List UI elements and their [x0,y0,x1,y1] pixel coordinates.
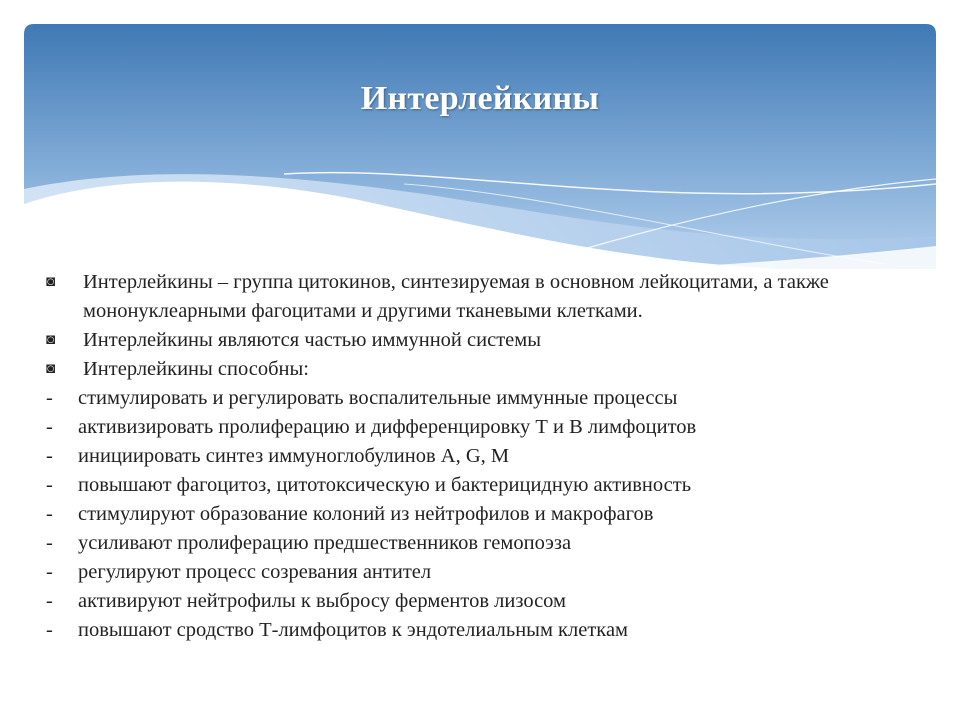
bullet-list [44,268,914,645]
item-text: повышают сродство Т-лимфоцитов к эндотелиальным клеткам [78,619,629,641]
item-text: стимулируют образование колоний из нейтрофилов и макрофагов [78,503,654,525]
item-text: Интерлейкины являются частью иммунной системы [83,329,541,351]
dash-marker: - [46,445,53,467]
header-banner [24,24,936,269]
dash-marker: - [46,416,53,438]
bullet-marker: ◙ [46,274,56,290]
bullet-marker: ◙ [46,361,56,377]
dash-marker: - [46,532,53,554]
item-text: повышают фагоцитоз, цитотоксическую и бактерицидную активность [78,474,692,496]
dash-marker: - [46,590,53,612]
bullet-item [44,268,914,326]
dash-marker: - [46,474,53,496]
item-text: регулируют процесс созревания антител [78,561,432,583]
dash-item [44,558,914,587]
item-text: активизировать пролиферацию и дифференцировку Т и В лимфоцитов [78,416,697,438]
dash-marker: - [46,619,53,641]
dash-item [44,616,914,645]
bullet-item [44,355,914,384]
dash-marker: - [46,561,53,583]
dash-marker: - [46,503,53,525]
item-text: активируют нейтрофилы к выбросу ферментов лизосом [78,590,567,612]
item-text: Интерлейкины способны: [83,358,309,380]
item-text: стимулировать и регулировать воспалительные иммунные процессы [78,387,678,409]
dash-item [44,442,914,471]
dash-item [44,529,914,558]
bullet-marker: ◙ [46,332,56,348]
dash-marker: - [46,387,53,409]
wave-background [24,24,936,269]
item-text: усиливают пролиферацию предшественников гемопоэза [78,532,572,554]
item-text: инициировать синтез иммуноглобулинов А, G, М [78,445,510,467]
dash-item [44,413,914,442]
dash-item [44,384,914,413]
dash-item [44,587,914,616]
dash-item [44,500,914,529]
page-title: Интерлейкины [360,80,600,117]
bullet-item [44,326,914,355]
dash-item [44,471,914,500]
item-text: Интерлейкины – группа цитокинов, синтезируемая в основном лейкоцитами, а также мононуклеарными фагоцитами и другими тканевыми клетками. [83,271,829,322]
